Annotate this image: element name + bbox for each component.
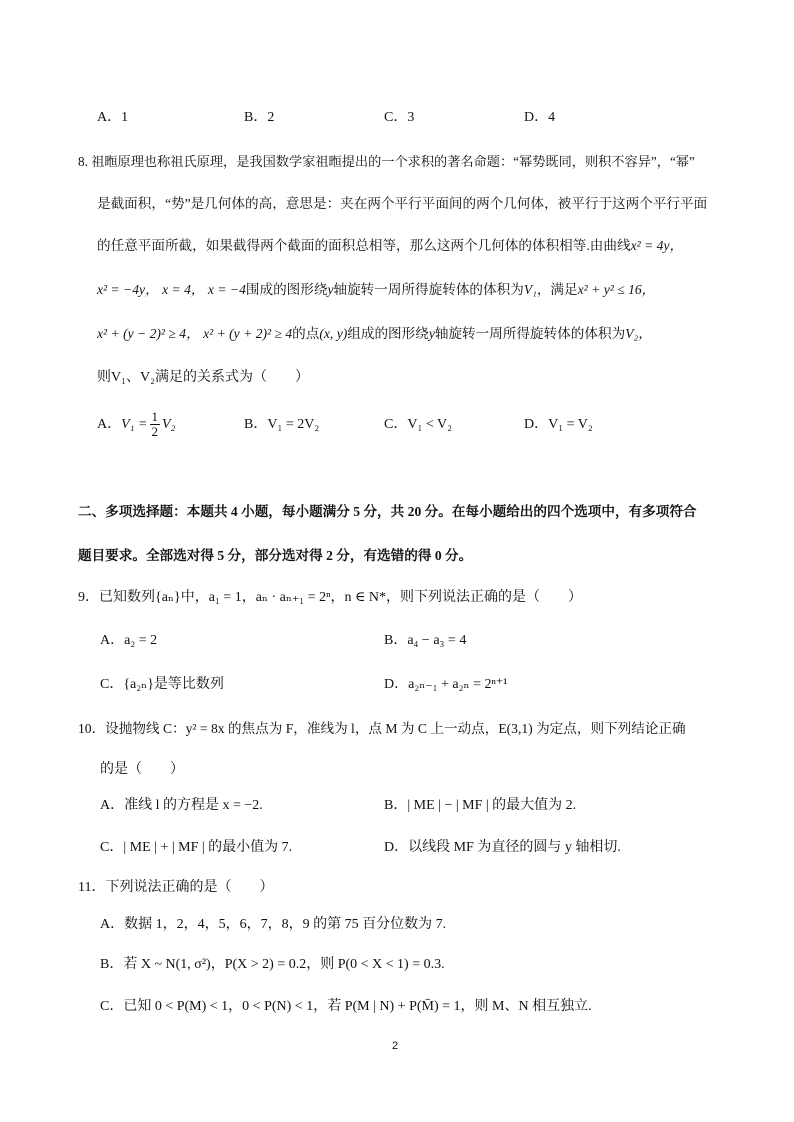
q7-option-c: C．3 [384, 110, 415, 125]
q8-option-a-label: A． [97, 417, 122, 432]
q8-line-eq-2: x = −4 [207, 282, 246, 297]
q8-ineq-1: x² + y² ≤ 16， [577, 282, 656, 297]
q8-option-d: D．V₁ = V₂ [524, 417, 593, 432]
q8-ineq-2: x² + (y − 2)² ≥ 4， [97, 326, 200, 341]
q8-line-1: 8. 祖暅原理也称祖氏原理，是我国数学家祖暅提出的一个求积的著名命题：“幂势既同，则积不容异”，“幂” [78, 154, 695, 169]
q10-option-c: C．| ME | + | MF | 的最小值为 7. [100, 840, 293, 855]
q8-axis-y-2: y [428, 326, 435, 341]
q8-line-4-text-3: ，满足 [536, 282, 578, 297]
q8-option-a-rhs: V₂ [162, 417, 176, 432]
q9-stem: 9．已知数列{aₙ}中，a₁ = 1，aₙ · aₙ₊₁ = 2ⁿ，n ∈ N*，则下列说法正确的是（ ） [78, 590, 582, 605]
q10-stem-line-1: 10．设抛物线 C：y² = 8x 的焦点为 F，准线为 l，点 M 为 C 上一动点，E(3,1) 为定点，则下列结论正确 [78, 721, 686, 736]
q8-axis-y-1: y [327, 282, 334, 297]
q7-option-b: B．2 [244, 110, 275, 125]
q8-line-5-text-1: 的点 [292, 326, 320, 341]
q8-line-5 [97, 324, 652, 344]
q11-option-a: A．数据 1，2，4，5，6，7，8，9 的第 75 百分位数为 7. [100, 917, 447, 932]
q9-option-a: A．a₂ = 2 [100, 633, 158, 648]
q8-line-3 [97, 236, 683, 256]
section-2-heading-line-2: 题目要求。全部选对得 5 分，部分选对得 2 分，有选错的得 0 分。 [78, 548, 473, 563]
fraction-numerator: 1 [151, 409, 158, 425]
q8-option-c: C．V₁ < V₂ [384, 417, 452, 432]
q10-option-b: B．| ME | − | MF | 的最大值为 2. [384, 798, 577, 813]
q8-line-4-text-1: 围成的图形绕 [245, 282, 328, 297]
q9-option-d: D．a₂ₙ₋₁ + a₂ₙ = 2ⁿ⁺¹ [384, 677, 508, 692]
q8-option-a-lhs: V₁ = [121, 417, 148, 432]
q8-line-4 [97, 280, 655, 300]
page-number: 2 [392, 1040, 399, 1052]
q10-option-a: A．准线 l 的方程是 x = −2. [100, 798, 263, 813]
q11-option-c: C．已知 0 < P(M) < 1，0 < P(N) < 1，若 P(M | N) + P(M̄) = 1，则 M、N 相互独立. [100, 999, 592, 1014]
q7-option-a: A．1 [97, 110, 129, 125]
q9-option-b: B．a₄ − a₃ = 4 [384, 633, 467, 648]
q8-option-b: B．V₁ = 2V₂ [244, 417, 320, 432]
q8-option-a [97, 410, 175, 440]
q8-v1: V₁ [523, 282, 537, 297]
q11-option-b: B．若 X ~ N(1, σ²)，P(X > 2) = 0.2，则 P(0 < X < 1) = 0.3. [100, 957, 445, 972]
q10-option-d: D．以线段 MF 为直径的圆与 y 轴相切. [384, 840, 621, 855]
q8-line-4-text-2: 轴旋转一周所得旋转体的体积为 [333, 282, 524, 297]
section-2-heading-line-1: 二、多项选择题：本题共 4 小题，每小题满分 5 分，共 20 分。在每小题给出的四个选项中，有多项符合 [78, 504, 697, 519]
q8-curve-eq-2: x² = −4y， [97, 282, 159, 297]
q8-line-2: 是截面积，“势”是几何体的高，意思是：夹在两个平行平面间的两个几何体，被平行于这两个平行平面 [97, 196, 708, 211]
q8-line-6: 则V₁、V₂满足的关系式为（ ） [97, 370, 309, 385]
q8-curve-eq-1: x² = 4y， [630, 238, 684, 253]
q8-point: (x, y) [319, 326, 348, 341]
q8-line-5-text-3: 轴旋转一周所得旋转体的体积为 [434, 326, 626, 341]
q10-stem-line-2: 的是（ ） [100, 762, 184, 777]
q8-ineq-3: x² + (y + 2)² ≥ 4 [203, 326, 293, 341]
q8-option-a-fraction [150, 410, 161, 439]
q9-option-c: C．{a₂ₙ}是等比数列 [100, 677, 224, 692]
q8-line-eq-1: x = 4， [162, 282, 205, 297]
fraction-denominator: 2 [151, 424, 158, 440]
q8-line-5-text-2: 组成的图形绕 [347, 326, 429, 341]
q7-option-d: D．4 [524, 110, 556, 125]
q11-stem: 11．下列说法正确的是（ ） [78, 880, 274, 895]
q8-v2: V₂， [625, 326, 652, 341]
q8-line-3-text: 的任意平面所截，如果截得两个截面的面积总相等，那么这两个几何体的体积相等.由曲线 [97, 238, 631, 253]
